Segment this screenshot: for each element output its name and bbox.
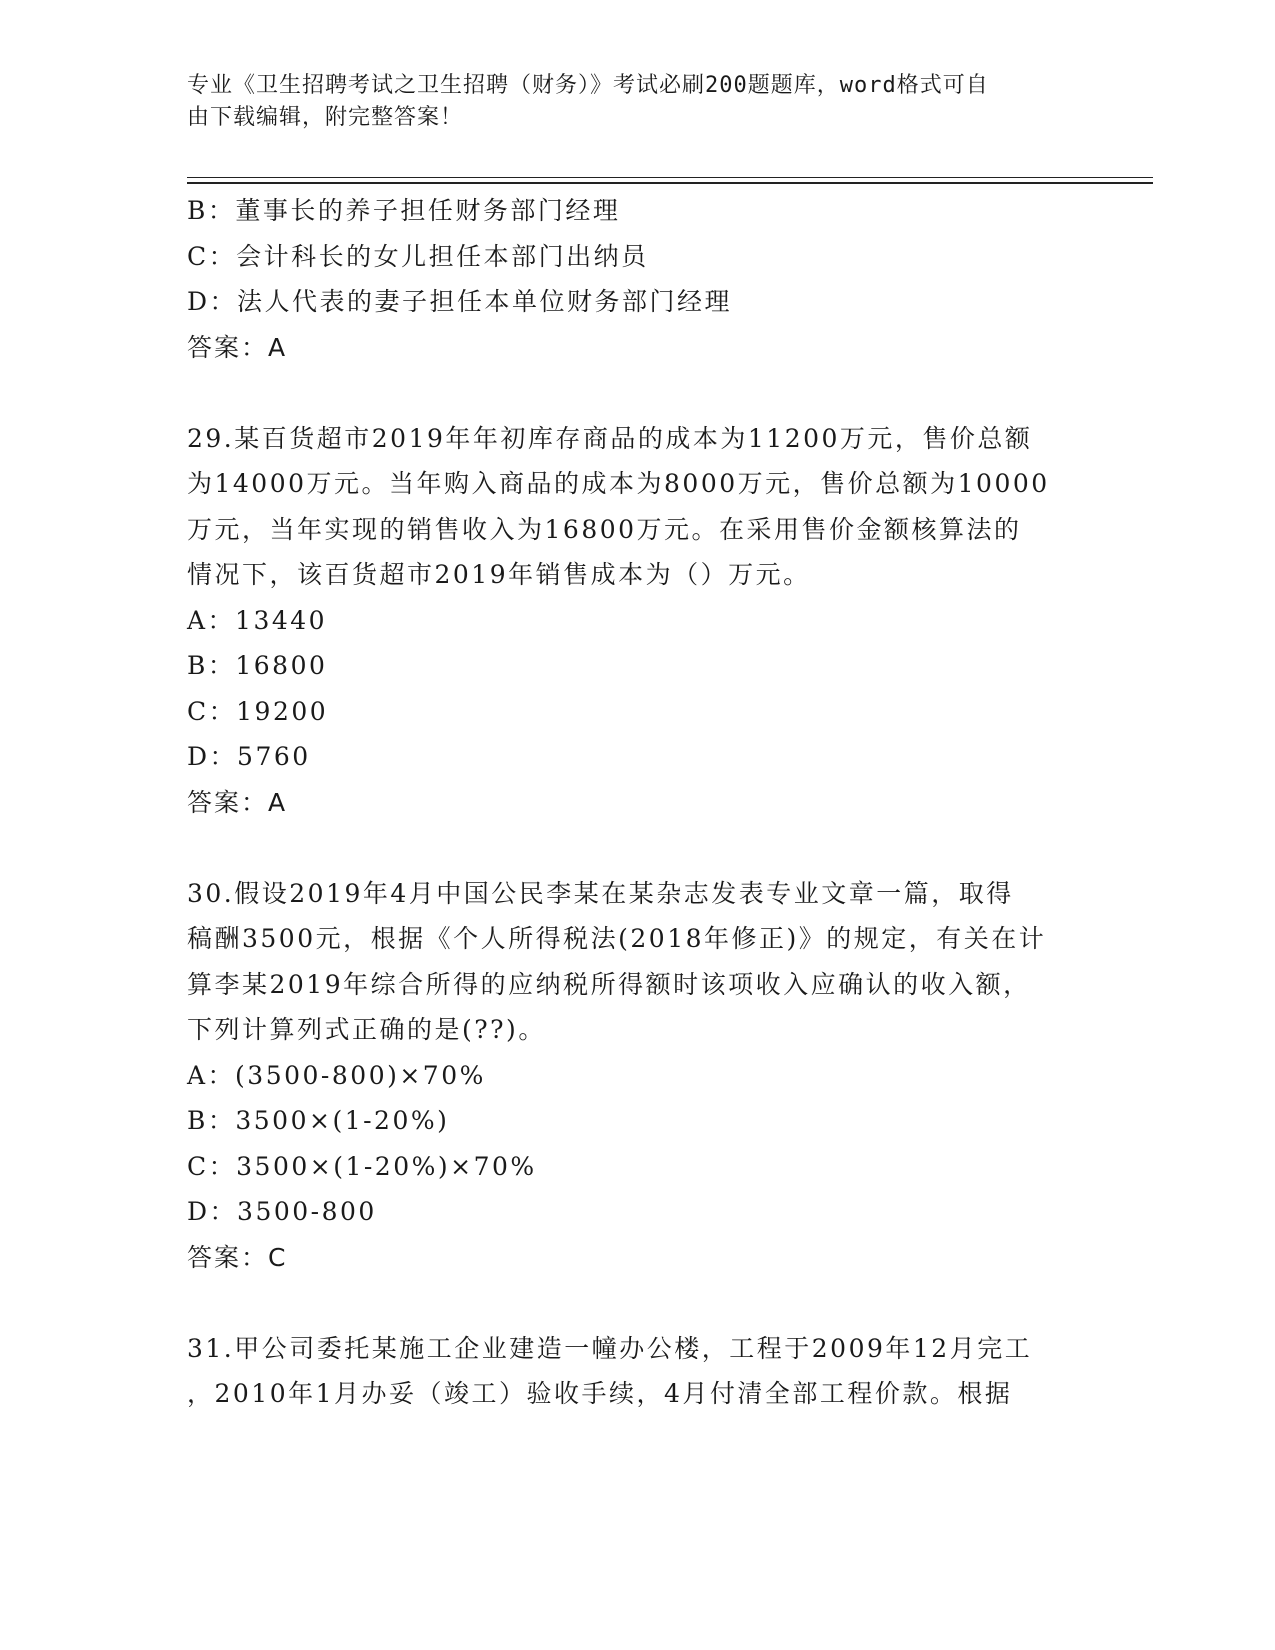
option-c: C：会计科长的女儿担任本部门出纳员	[187, 241, 649, 271]
option-d: D：3500-800	[187, 1197, 377, 1226]
question-stem-line: 31.甲公司委托某施工企业建造一幢办公楼，工程于2009年12月完工	[187, 1333, 1033, 1363]
question-stem-line: 为14000万元。当年购入商品的成本为8000万元，售价总额为10000	[187, 469, 1050, 498]
answer-line: 答案：A	[187, 787, 288, 817]
question-28	[187, 188, 1087, 370]
header-divider-thick	[187, 182, 1153, 184]
question-stem-line: 算李某2019年综合所得的应纳税所得额时该项收入应确认的收入额，	[187, 969, 1031, 999]
option-b: B：3500×(1-20%)	[187, 1106, 450, 1135]
header-line-2: 由下载编辑，附完整答案！	[187, 105, 464, 130]
answer-line: 答案：A	[187, 332, 288, 362]
question-stem-line: 万元，当年实现的销售收入为16800万元。在采用售价金额核算法的	[187, 514, 1022, 544]
answer-line: 答案：C	[187, 1242, 288, 1272]
document-header	[187, 70, 1067, 134]
header-line-1: 专业《卫生招聘考试之卫生招聘（财务）》考试必刷200题题库，word格式可自	[187, 73, 989, 98]
question-29	[187, 416, 1087, 826]
spacer	[187, 825, 1087, 871]
option-a: A：(3500-800)×70%	[187, 1060, 486, 1090]
option-d: D：5760	[187, 742, 311, 771]
question-list	[187, 188, 1087, 1417]
question-stem-line: ，2010年1月办妥（竣工）验收手续，4月付清全部工程价款。根据	[187, 1379, 1013, 1408]
option-c: C：3500×(1-20%)×70%	[187, 1151, 537, 1181]
option-b: B：董事长的养子担任财务部门经理	[187, 196, 621, 225]
option-a: A：13440	[187, 605, 328, 635]
question-30	[187, 871, 1087, 1281]
header-divider-thin	[187, 177, 1153, 178]
option-d: D：法人代表的妻子担任本单位财务部门经理	[187, 287, 733, 316]
question-stem-line: 30.假设2019年4月中国公民李某在某杂志发表专业文章一篇，取得	[187, 878, 1014, 908]
option-b: B：16800	[187, 651, 328, 680]
spacer	[187, 1280, 1087, 1326]
question-stem-line: 下列计算列式正确的是(??)。	[187, 1015, 546, 1044]
question-stem-line: 29.某百货超市2019年年初库存商品的成本为11200万元，售价总额	[187, 423, 1033, 453]
question-stem-line: 稿酬3500元，根据《个人所得税法(2018年修正)》的规定，有关在计	[187, 924, 1047, 953]
question-stem-line: 情况下，该百货超市2019年销售成本为（）万元。	[187, 560, 811, 589]
option-c: C：19200	[187, 696, 329, 726]
spacer	[187, 370, 1087, 416]
question-31	[187, 1326, 1087, 1417]
